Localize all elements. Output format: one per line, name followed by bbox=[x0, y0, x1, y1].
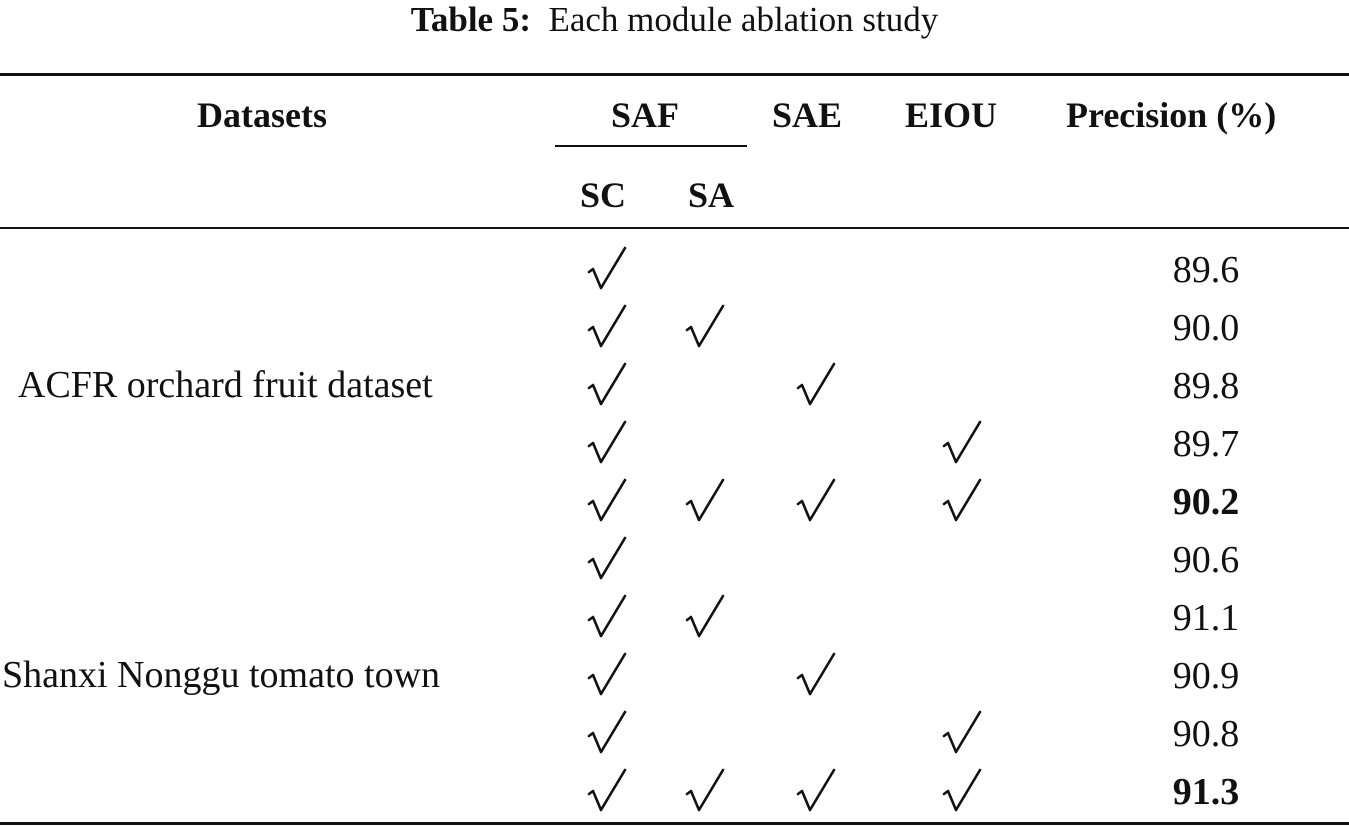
check-icon-sc bbox=[587, 652, 627, 698]
header-precision: Precision (%) bbox=[1066, 95, 1277, 135]
saf-group-rule bbox=[555, 145, 747, 147]
check-icon-sae bbox=[796, 362, 836, 408]
header-saf: SAF bbox=[611, 95, 680, 135]
check-icon-eiou bbox=[942, 768, 982, 814]
check-icon-sc bbox=[587, 710, 627, 756]
table-caption-text: Each module ablation study bbox=[548, 0, 939, 39]
check-icon-sc bbox=[587, 536, 627, 582]
table-caption-label: Table 5: bbox=[410, 0, 531, 39]
top-rule bbox=[0, 73, 1349, 76]
check-icon-sa bbox=[685, 304, 725, 350]
bottom-rule bbox=[0, 822, 1349, 825]
table-caption bbox=[0, 0, 1349, 40]
check-icon-sc bbox=[587, 478, 627, 524]
check-icon-sc bbox=[587, 768, 627, 814]
check-icon-sae bbox=[796, 478, 836, 524]
header-eiou: EIOU bbox=[905, 95, 998, 135]
check-icon-sc bbox=[587, 246, 627, 292]
precision-value: 90.9 bbox=[1172, 655, 1240, 697]
check-icon-sc bbox=[587, 362, 627, 408]
precision-value: 91.3 bbox=[1172, 771, 1240, 813]
header-datasets: Datasets bbox=[197, 95, 327, 135]
header-sc: SC bbox=[580, 175, 627, 215]
precision-value: 90.8 bbox=[1172, 713, 1240, 755]
dataset-label: Shanxi Nonggu tomato town bbox=[2, 654, 441, 696]
header-sa: SA bbox=[688, 175, 735, 215]
check-icon-sc bbox=[587, 304, 627, 350]
precision-value: 89.7 bbox=[1172, 423, 1240, 465]
check-icon-sc bbox=[587, 420, 627, 466]
precision-value: 89.6 bbox=[1172, 249, 1240, 291]
header-sae: SAE bbox=[772, 95, 843, 135]
check-icon-eiou bbox=[942, 478, 982, 524]
check-icon-sc bbox=[587, 594, 627, 640]
precision-value: 90.2 bbox=[1172, 481, 1240, 523]
precision-value: 90.6 bbox=[1172, 539, 1240, 581]
check-icon-eiou bbox=[942, 420, 982, 466]
precision-value: 91.1 bbox=[1172, 597, 1240, 639]
check-icon-sa bbox=[685, 594, 725, 640]
check-icon-eiou bbox=[942, 710, 982, 756]
check-icon-sae bbox=[796, 768, 836, 814]
precision-value: 90.0 bbox=[1172, 307, 1240, 349]
check-icon-sae bbox=[796, 652, 836, 698]
check-icon-sa bbox=[685, 768, 725, 814]
precision-value: 89.8 bbox=[1172, 365, 1240, 407]
check-icon-sa bbox=[685, 478, 725, 524]
dataset-label: ACFR orchard fruit dataset bbox=[18, 364, 433, 406]
header-rule bbox=[0, 227, 1349, 229]
